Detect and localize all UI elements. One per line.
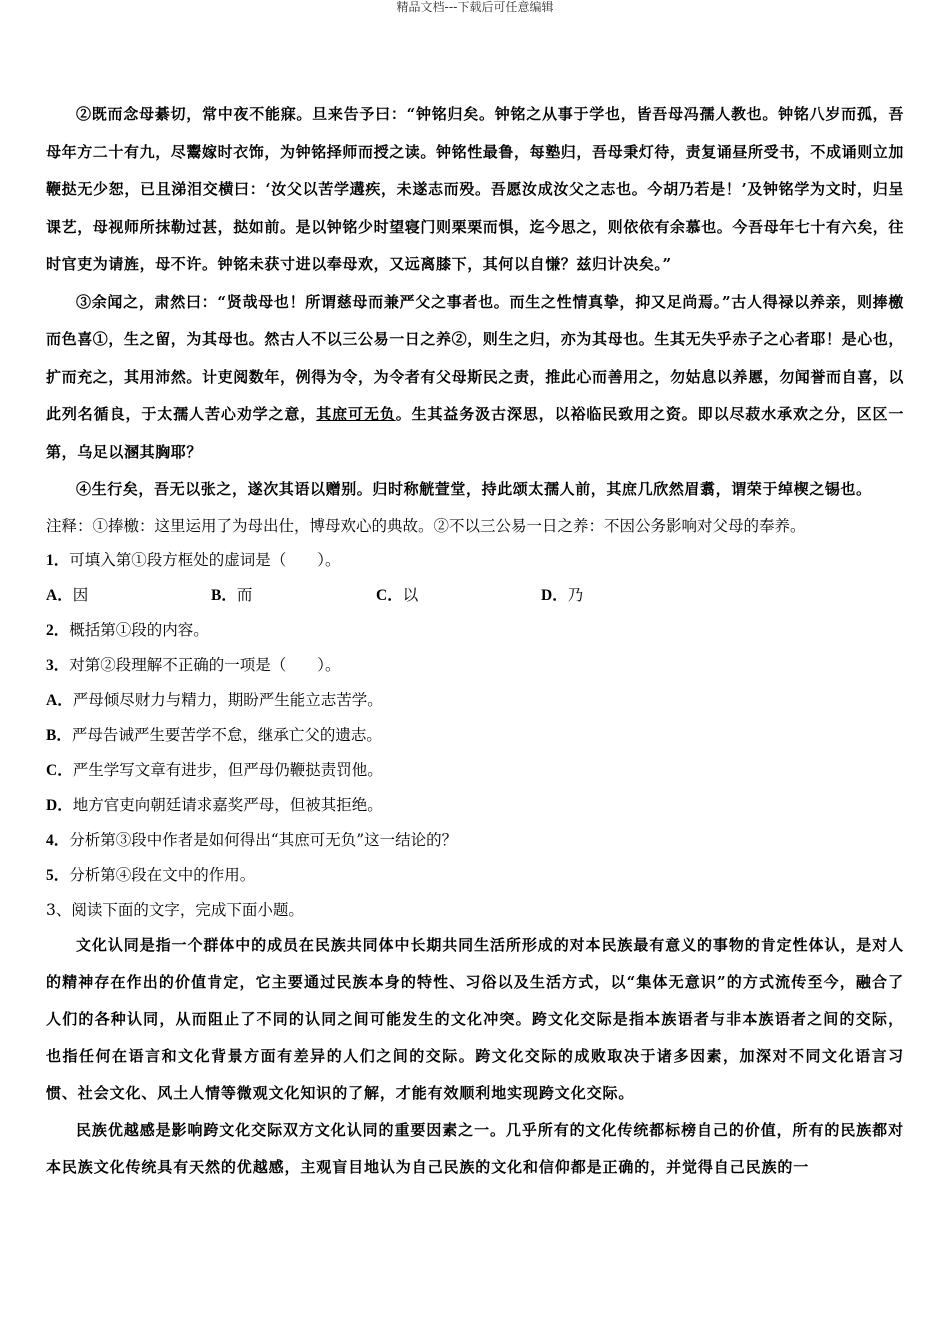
p3-text-after: 。生其益务汲古深思，以裕临民致用之资。即以尽菽水承欢之分，区区一第，乌足以溷其胸耶？	[46, 405, 905, 461]
question-4-text: 分析第③段中作者是如何得出“其庶可无负”这一结论的？	[69, 830, 458, 849]
option-a-label: A．	[46, 586, 73, 604]
q3-option-b-label: B．	[46, 726, 72, 744]
option-c	[376, 578, 541, 613]
question-5	[46, 858, 904, 893]
q3-option-b-text: 严母告诫严生要苦学不怠，继承亡父的遗志。	[71, 725, 382, 744]
question-3-option-d	[46, 788, 904, 823]
q3-option-c-text: 严生学写文章有进步，但严母仍鞭挞责罚他。	[72, 760, 383, 779]
option-a	[46, 578, 211, 613]
option-c-text: 以	[402, 585, 419, 604]
option-d-text: 乃	[567, 585, 584, 604]
question-3-text: 对第②段理解不正确的一项是（ ）。	[69, 655, 341, 674]
q3-option-a-label: A．	[46, 691, 73, 709]
p3-text-before: ③余闻之，肃然曰：“贤哉母也！所谓慈母而兼严父之事者也。而生之性情真挚，抑又足尚焉。”古人得禄以养亲，则捧檄而色喜①，生之留，为其母也。然古人不以三公易一日之养②，则生之归，亦为其母也。生其无失乎赤子之心者耶！是心也，扩而充之，其用沛然。计吏阅数年，例得为令，为令者有父母斯民之责，推此心而善用之，勿姑息以养慝，勿闻誉而自喜，以此列名循良，于太孺人苦心劝学之意，	[46, 292, 905, 423]
q3-option-d-label: D．	[46, 796, 73, 814]
section-3-paragraph-1: 文化认同是指一个群体中的成员在民族共同体中长期共同生活所形成的对本民族最有意义的事物的肯定性体认，是对人的精神存在作出的价值肯定，它主要通过民族本身的特性、习俗以及生活方式，以“集体无意识”的方式流传至今，融合了人们的各种认同，从而阻止了不同的认同之间可能发生的文化冲突。跨文化交际是指本族语者与非本族语者之间的交际，也指任何在语言和文化背景方面有差异的人们之间的交际。跨文化交际的成败取决于诸多因素，加深对不同文化语言习惯、社会文化、风土人情等微观文化知识的了解，才能有效顺利地实现跨文化交际。	[46, 935, 904, 1102]
question-1-options	[46, 578, 904, 613]
question-2	[46, 613, 904, 648]
passage-paragraph-3	[46, 284, 904, 472]
question-1-number: 1．	[46, 551, 70, 569]
document-body	[46, 96, 904, 1186]
option-c-label: C．	[376, 586, 403, 604]
question-3	[46, 648, 904, 683]
question-3-number: 3．	[46, 656, 70, 674]
option-b-label: B．	[211, 586, 237, 604]
p3-underlined-phrase: 其庶可无负	[316, 405, 396, 423]
question-2-text: 概括第①段的内容。	[69, 620, 209, 639]
question-3-option-a	[46, 683, 904, 718]
option-b	[211, 578, 376, 613]
q3-option-c-label: C．	[46, 761, 73, 779]
section-3-heading: 3、阅读下面的文字，完成下面小题。	[46, 900, 304, 919]
q3-option-d-text: 地方官吏向朝廷请求嘉奖严母，但被其拒绝。	[72, 795, 383, 814]
option-d	[541, 578, 706, 613]
annotation-note: 注释：①捧檄：这里运用了为母出仕，博母欢心的典故。②不以三公易一日之养：不因公务影响对父母的奉养。	[46, 516, 806, 535]
question-3-option-c	[46, 753, 904, 788]
question-5-number: 5．	[46, 866, 70, 884]
question-1	[46, 543, 904, 578]
q3-option-a-text: 严母倾尽财力与精力，期盼严生能立志苦学。	[72, 690, 383, 709]
question-4	[46, 823, 904, 858]
question-5-text: 分析第④段在文中的作用。	[69, 865, 256, 884]
passage-paragraph-2: ②既而念母綦切，常中夜不能寐。旦来告予曰：“钟铭归矣。钟铭之从事于学也，皆吾母冯孺人教也。钟铭八岁而孤，吾母年方二十有九，尽鬻嫁时衣饰，为钟铭择师而授之读。钟铭性最鲁，每塾归，吾母秉灯待，责复诵昼所受书，不成诵则立加鞭挞无少恕，已且涕泪交横曰：‘汝父以苦学遘疾，未遂志而殁。吾愿汝成汝父之志也。今胡乃若是！’及钟铭学为文时，归呈课艺，母视师所抹勒过甚，挞如前。是以钟铭少时望寝门则栗栗而惧，迄今思之，则依依有余慕也。今吾母年七十有六矣，往时官吏为请旌，母不许。钟铭未获寸进以奉母欢，又远离膝下，其何以自慊？兹归计决矣。”	[46, 105, 905, 273]
question-3-option-b	[46, 718, 904, 753]
section-3-paragraph-2: 民族优越感是影响跨文化交际双方文化认同的重要因素之一。几乎所有的文化传统都标榜自己的价值，所有的民族都对本民族文化传统具有天然的优越感，主观盲目地认为自己民族的文化和信仰都是正确的，并觉得自己民族的一	[46, 1120, 904, 1176]
option-d-label: D．	[541, 586, 568, 604]
question-4-number: 4．	[46, 831, 70, 849]
question-1-text: 可填入第①段方框处的虚词是（ ）。	[69, 550, 341, 569]
question-2-number: 2．	[46, 621, 70, 639]
page-header: 精品文档---下载后可任意编辑	[396, 0, 554, 14]
option-b-text: 而	[236, 585, 253, 604]
passage-paragraph-4: ④生行矣，吾无以张之，遂次其语以赠别。归时称觥萱堂，持此颂太孺人前，其庶几欣然眉翥，谓荣于绰楔之锡也。	[76, 480, 872, 498]
option-a-text: 因	[72, 585, 89, 604]
